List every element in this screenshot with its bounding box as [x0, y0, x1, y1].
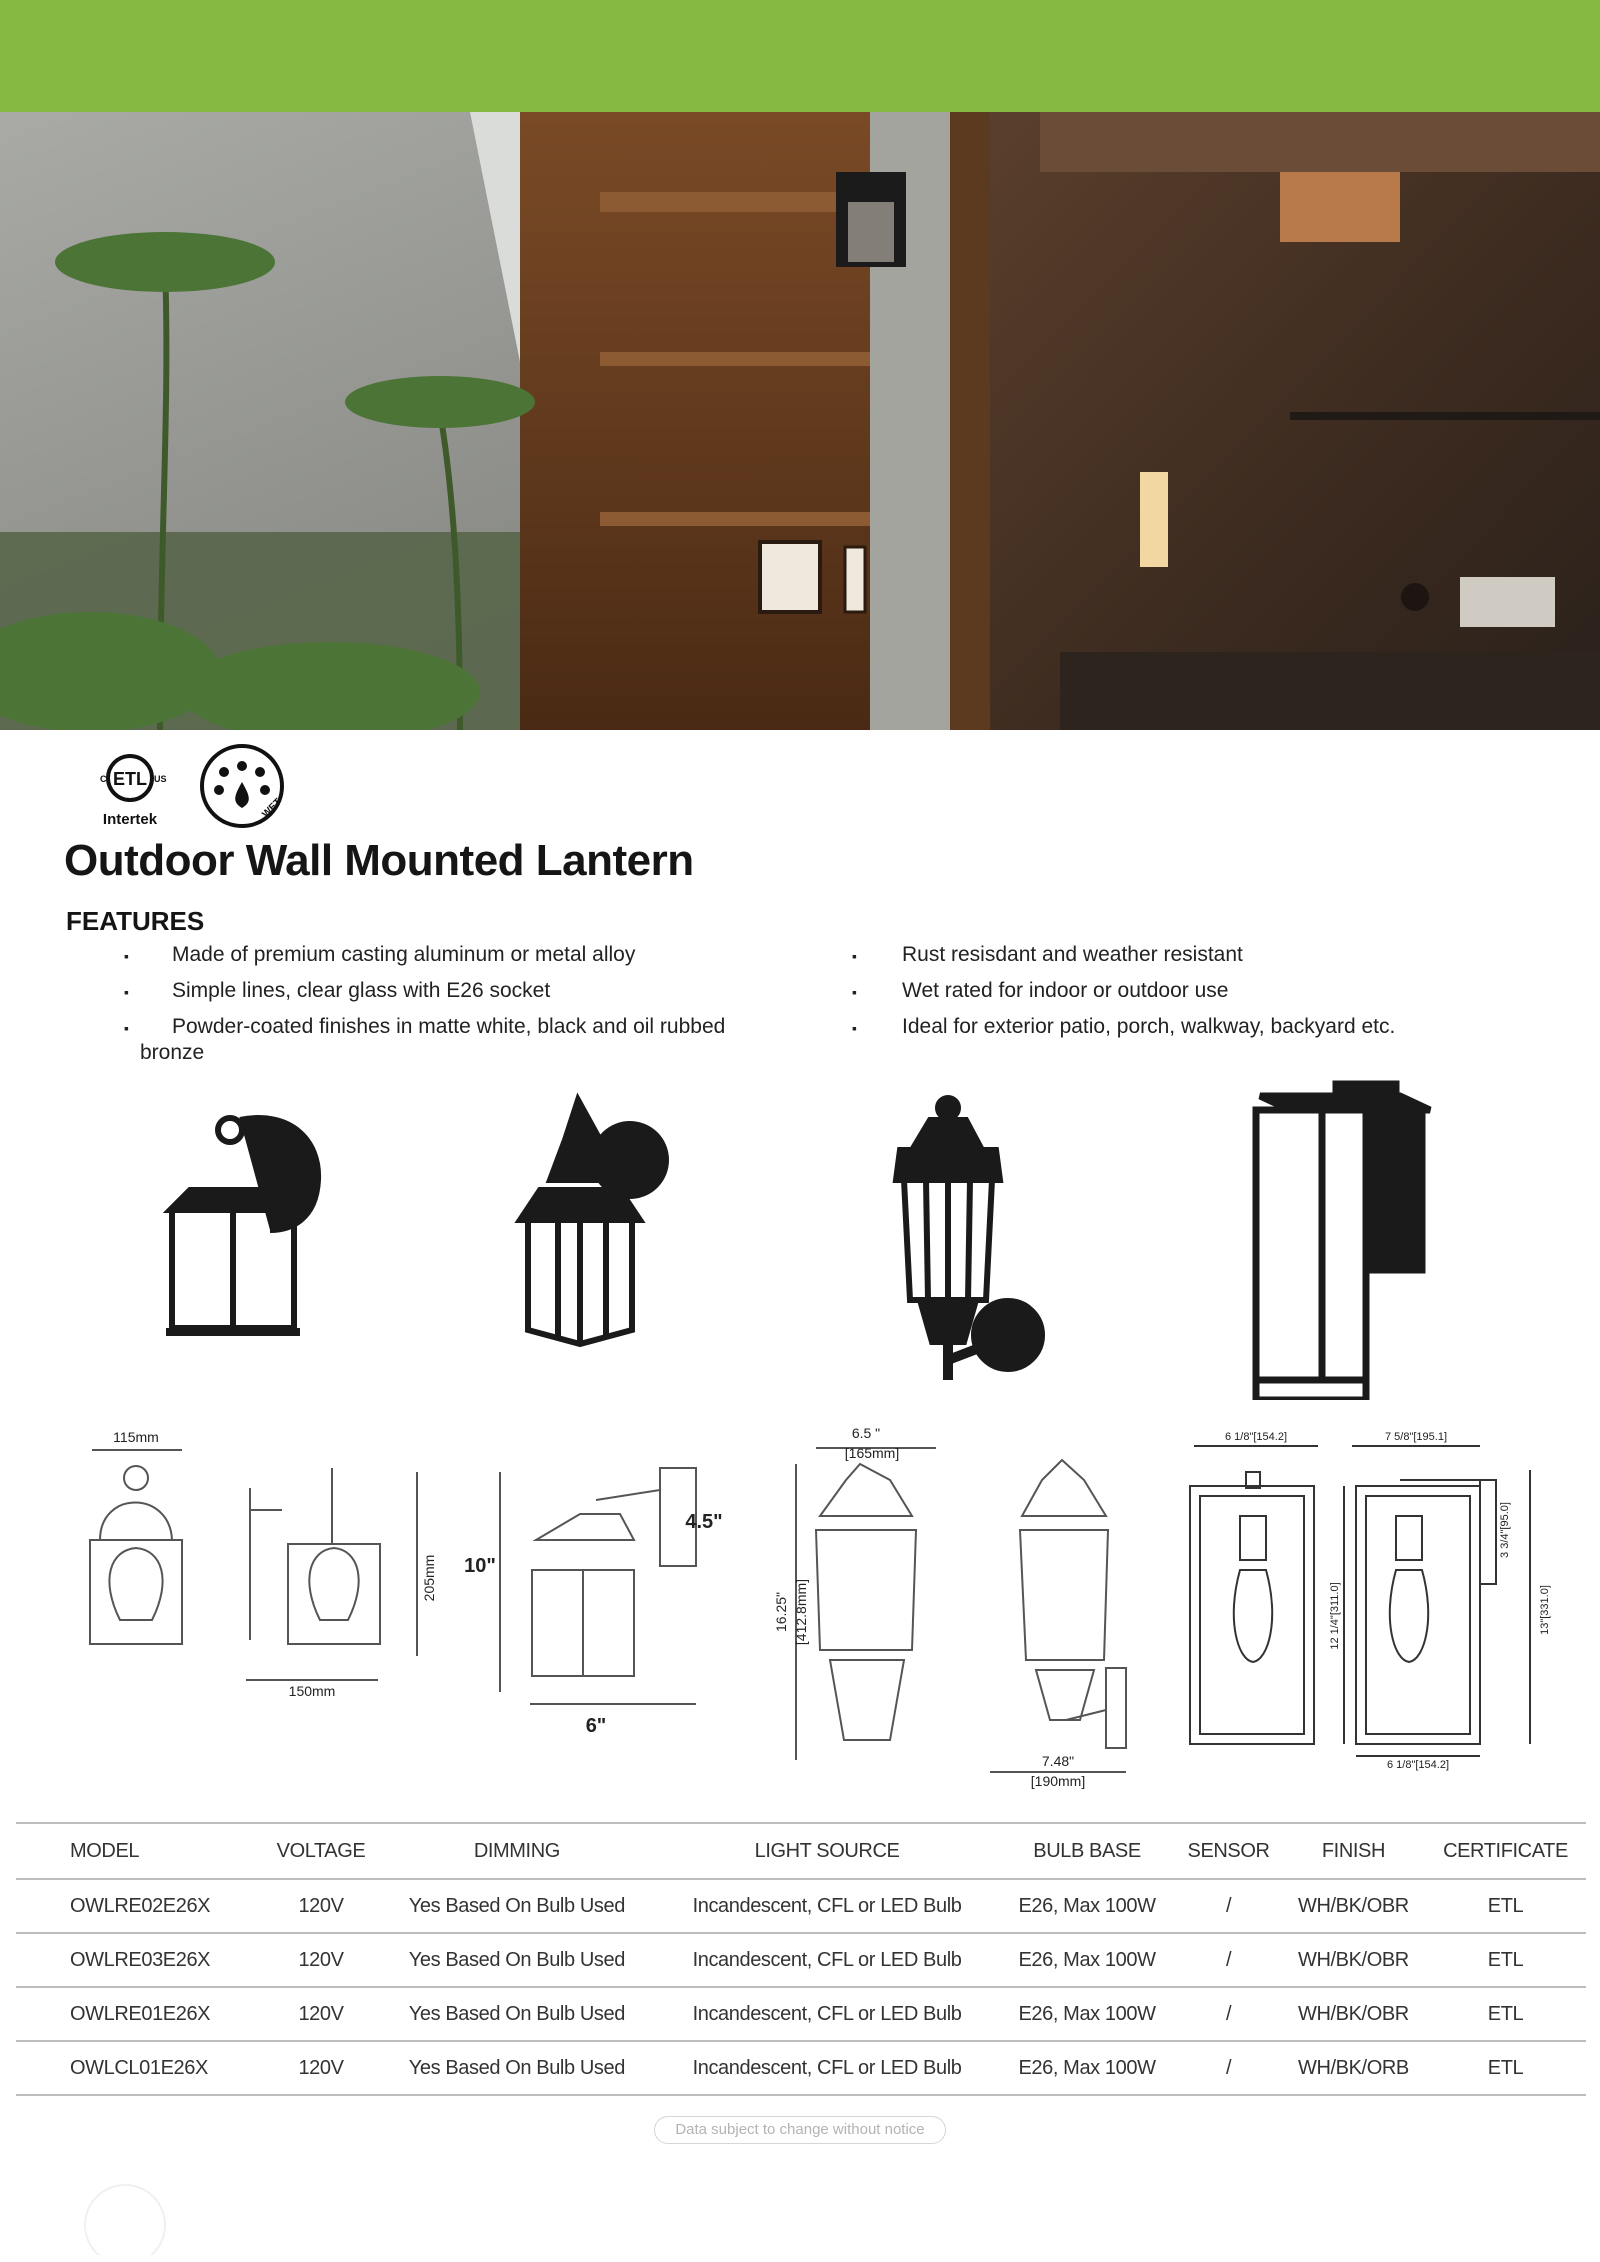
faint-watermark-icon: [70, 2165, 180, 2255]
features-heading: FEATURES: [66, 906, 205, 936]
feature-bullet: ▪: [124, 984, 129, 1000]
feature-item: Made of premium casting aluminum or metal alloy: [172, 943, 636, 966]
table-row: [16, 2041, 1586, 2095]
column-header: DIMMING: [379, 1823, 656, 1879]
feature-item-wrap: bronze: [140, 1041, 205, 1064]
dim-label: 7.48": [1041, 1753, 1075, 1769]
dim-label: 6.5 ": [851, 1425, 881, 1441]
table-cell: 120V: [263, 2041, 378, 2095]
table-cell: E26, Max 100W: [999, 1933, 1175, 1987]
column-header: LIGHT SOURCE: [655, 1823, 999, 1879]
dim-label: 13"[331.0]: [1539, 1585, 1551, 1635]
table-cell: /: [1175, 1933, 1282, 1987]
dim-label: [165mm]: [844, 1445, 900, 1461]
table-cell: Yes Based On Bulb Used: [379, 2041, 656, 2095]
intertek-label: Intertek: [102, 811, 158, 828]
table-cell: ETL: [1425, 1879, 1586, 1933]
product-images: [0, 1080, 1600, 1400]
column-header: BULB BASE: [999, 1823, 1175, 1879]
drawing-lantern-small: [90, 1450, 417, 1680]
product-title: Outdoor Wall Mounted Lantern: [64, 836, 694, 885]
wet-rated-icon: [202, 746, 284, 826]
table-cell: OWLRE03E26X: [16, 1933, 263, 1987]
dim-label: 205mm: [421, 1554, 437, 1602]
dimension-drawings: [60, 1420, 1560, 1800]
table-row: [16, 1879, 1586, 1933]
feature-bullet: ▪: [124, 948, 129, 964]
column-header: CERTIFICATE: [1425, 1823, 1586, 1879]
data-change-notice: Data subject to change without notice: [654, 2116, 946, 2144]
table-cell: Incandescent, CFL or LED Bulb: [655, 2041, 999, 2095]
etl-us-mark: US: [154, 774, 167, 784]
feature-bullet: ▪: [852, 1020, 857, 1036]
feature-item: Wet rated for indoor or outdoor use: [902, 979, 1229, 1002]
table-cell: ETL: [1425, 1933, 1586, 1987]
table-cell: WH/BK/ORB: [1282, 2041, 1425, 2095]
dim-label: 16.25": [773, 1591, 789, 1633]
dim-label: 150mm: [288, 1683, 336, 1699]
drawing-lantern-coach: [500, 1468, 696, 1704]
table-cell: WH/BK/OBR: [1282, 1933, 1425, 1987]
dim-label: 10": [464, 1555, 496, 1577]
dim-label: [412.8mm]: [793, 1578, 809, 1646]
etl-mark-text: ETL: [113, 769, 147, 789]
column-header: FINISH: [1282, 1823, 1425, 1879]
lantern-box-image: [1256, 1084, 1430, 1400]
table-row: [16, 1987, 1586, 2041]
table-cell: E26, Max 100W: [999, 1987, 1175, 2041]
table-cell: ETL: [1425, 2041, 1586, 2095]
dim-label: 4.5": [685, 1511, 723, 1533]
table-cell: WH/BK/OBR: [1282, 1987, 1425, 2041]
table-cell: E26, Max 100W: [999, 2041, 1175, 2095]
table-cell: /: [1175, 1987, 1282, 2041]
table-cell: ETL: [1425, 1987, 1586, 2041]
brand-header-bar: [0, 0, 1600, 112]
etl-listed-icon: [100, 756, 167, 828]
table-header-row: [16, 1823, 1586, 1879]
feature-item: Rust resisdant and weather resistant: [902, 943, 1243, 966]
feature-item: Powder-coated finishes in matte white, black and oil rubbed: [172, 1015, 726, 1038]
drawing-lantern-box: [1190, 1446, 1530, 1756]
dim-label: 115mm: [113, 1429, 159, 1445]
feature-bullet: ▪: [852, 984, 857, 1000]
table-cell: Incandescent, CFL or LED Bulb: [655, 1987, 999, 2041]
table-cell: Incandescent, CFL or LED Bulb: [655, 1933, 999, 1987]
table-row: [16, 1933, 1586, 1987]
feature-bullet: ▪: [852, 948, 857, 964]
table-cell: WH/BK/OBR: [1282, 1879, 1425, 1933]
table-cell: OWLRE02E26X: [16, 1879, 263, 1933]
table-cell: 120V: [263, 1879, 378, 1933]
dim-label: [190mm]: [1030, 1773, 1086, 1789]
table-cell: /: [1175, 1879, 1282, 1933]
hero-photo: [0, 112, 1600, 730]
table-cell: Yes Based On Bulb Used: [379, 1933, 656, 1987]
wet-label: WET: [260, 796, 284, 821]
lantern-small-image: [166, 1118, 318, 1332]
table-cell: OWLRE01E26X: [16, 1987, 263, 2041]
dim-label: 7 5/8"[195.1]: [1384, 1431, 1448, 1443]
column-header: MODEL: [16, 1823, 263, 1879]
lantern-tall-image: [896, 1098, 1042, 1380]
lantern-coach-image: [520, 1100, 666, 1344]
column-header: SENSOR: [1175, 1823, 1282, 1879]
dim-label: 3 3/4"[95.0]: [1499, 1502, 1511, 1558]
table-cell: OWLCL01E26X: [16, 2041, 263, 2095]
column-header: VOLTAGE: [263, 1823, 378, 1879]
drawing-lantern-tall: [796, 1448, 1126, 1772]
feature-item: Simple lines, clear glass with E26 socket: [172, 979, 551, 1002]
table-cell: Yes Based On Bulb Used: [379, 1879, 656, 1933]
dim-label: 6 1/8"[154.2]: [1386, 1759, 1450, 1771]
feature-item: Ideal for exterior patio, porch, walkway, backyard etc.: [902, 1015, 1396, 1038]
spec-table: [16, 1822, 1586, 2096]
dim-label: 12 1/4"[311.0]: [1329, 1582, 1341, 1650]
dim-label: 6": [585, 1715, 607, 1737]
table-cell: 120V: [263, 1933, 378, 1987]
table-cell: Yes Based On Bulb Used: [379, 1987, 656, 2041]
table-cell: 120V: [263, 1987, 378, 2041]
dim-label: 6 1/8"[154.2]: [1224, 1431, 1288, 1443]
feature-bullet: ▪: [124, 1020, 129, 1036]
table-cell: Incandescent, CFL or LED Bulb: [655, 1879, 999, 1933]
table-cell: /: [1175, 2041, 1282, 2095]
etl-c-mark: C: [100, 774, 107, 784]
certification-badges: [96, 742, 296, 842]
table-cell: E26, Max 100W: [999, 1879, 1175, 1933]
